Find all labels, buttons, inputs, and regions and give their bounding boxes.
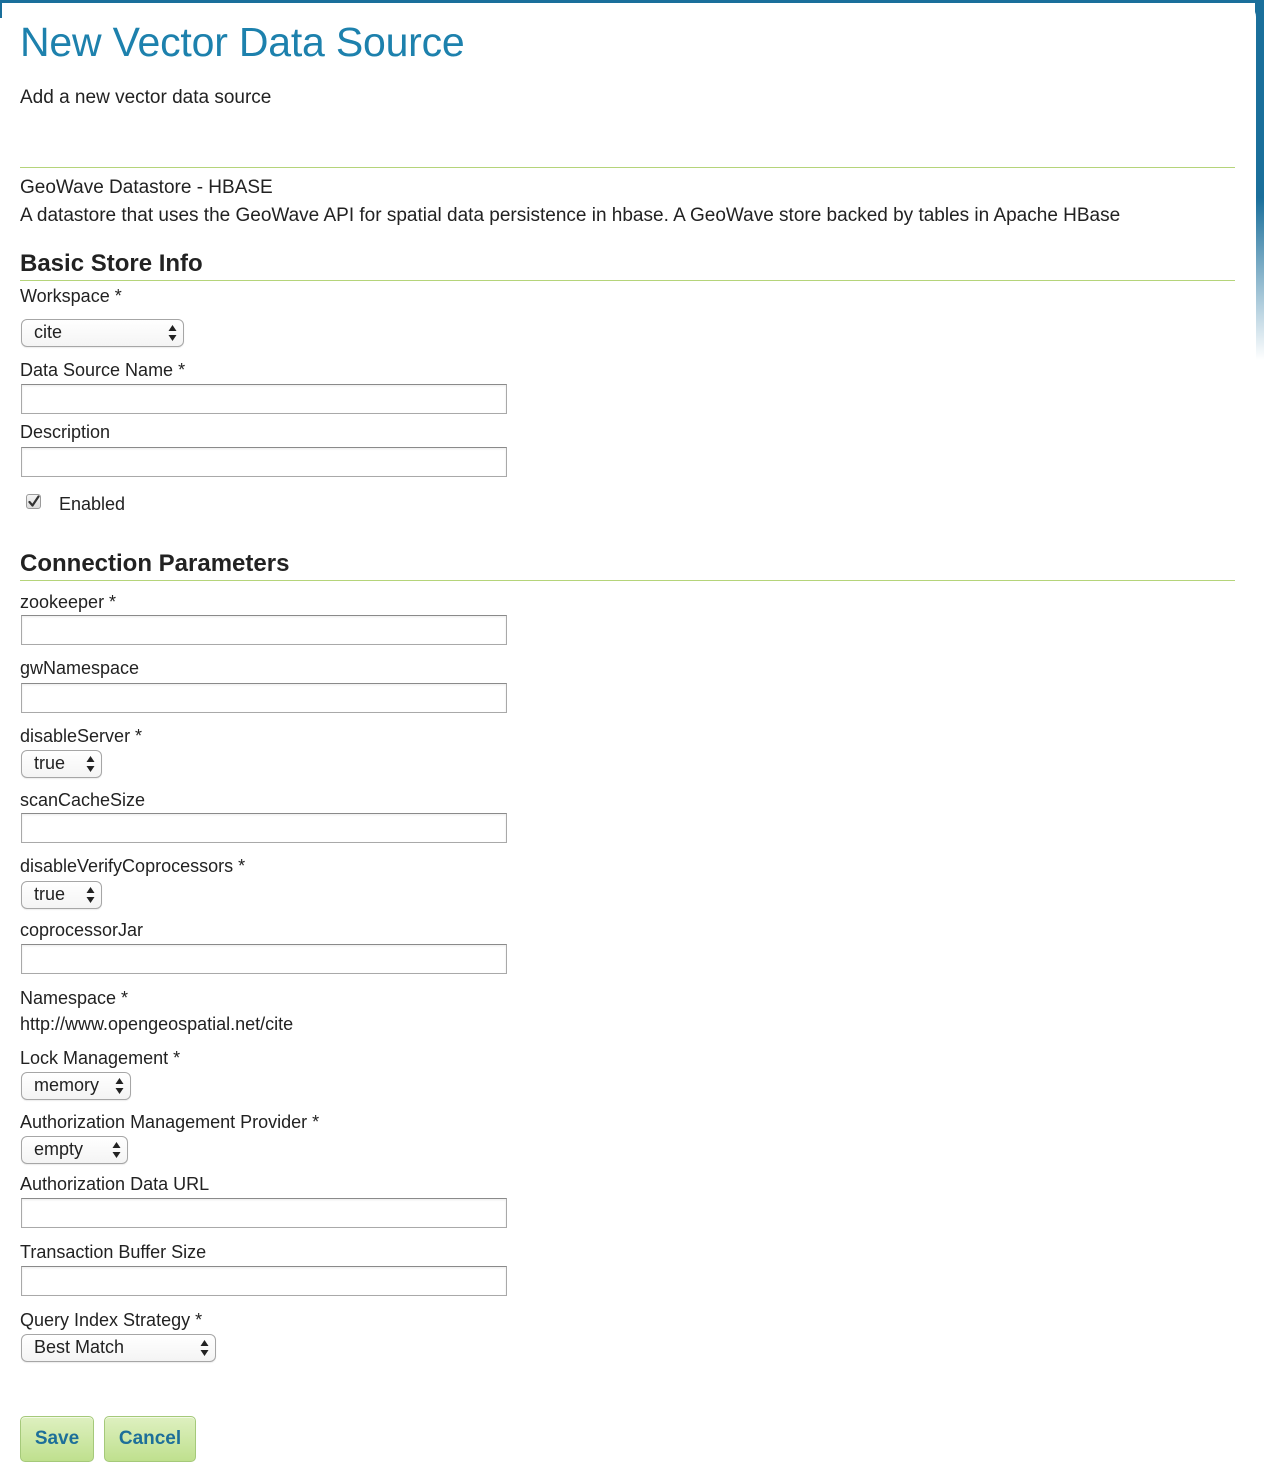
gwnamespace-label: gwNamespace <box>20 658 140 678</box>
data-source-name-input[interactable] <box>21 384 507 414</box>
zookeeper-label: zookeeper * <box>20 592 117 612</box>
disable-server-value: true <box>34 753 66 773</box>
enabled-checkbox[interactable] <box>26 494 41 509</box>
lock-management-value: memory <box>34 1075 100 1095</box>
section-title-connection-parameters: Connection Parameters <box>20 550 290 577</box>
cancel-button[interactable]: Cancel <box>104 1416 196 1462</box>
save-button[interactable]: Save <box>20 1416 94 1462</box>
namespace-label: Namespace * <box>20 988 129 1008</box>
coprocessor-jar-label: coprocessorJar <box>20 920 144 940</box>
workspace-label: Workspace * <box>20 286 122 306</box>
namespace-value: http://www.opengeospatial.net/cite <box>20 1014 294 1034</box>
query-index-strategy-label: Query Index Strategy * <box>20 1310 203 1330</box>
gwnamespace-input[interactable] <box>21 683 507 713</box>
store-description: A datastore that uses the GeoWave API for spatial data persistence in hbase. A GeoWave store backed by tables in Apache HBase <box>20 205 1121 226</box>
store-type-label: GeoWave Datastore - HBASE <box>20 177 273 198</box>
authorization-provider-label: Authorization Management Provider * <box>20 1112 320 1132</box>
data-source-name-label: Data Source Name * <box>20 360 186 380</box>
authorization-provider-value: empty <box>34 1139 84 1159</box>
checkmark-icon <box>28 495 40 508</box>
disable-verify-coprocessors-value: true <box>34 884 66 904</box>
authorization-data-url-input[interactable] <box>21 1198 507 1228</box>
workspace-select[interactable] <box>21 319 184 347</box>
select-arrows-icon <box>200 1339 209 1357</box>
transaction-buffer-size-label: Transaction Buffer Size <box>20 1242 207 1262</box>
lock-management-label: Lock Management * <box>20 1048 181 1068</box>
select-arrows-icon <box>86 886 95 904</box>
query-index-strategy-value: Best Match <box>34 1337 125 1357</box>
authorization-data-url-label: Authorization Data URL <box>20 1174 210 1194</box>
coprocessor-jar-input[interactable] <box>21 944 507 974</box>
divider <box>20 580 1235 581</box>
select-arrows-icon <box>115 1077 124 1095</box>
scan-cache-size-label: scanCacheSize <box>20 790 146 810</box>
disable-verify-coprocessors-label: disableVerifyCoprocessors * <box>20 856 246 876</box>
frame-border-left <box>0 0 2 18</box>
select-arrows-icon <box>168 324 177 342</box>
page-subtitle: Add a new vector data source <box>20 87 272 108</box>
disable-verify-coprocessors-select[interactable] <box>21 881 102 909</box>
authorization-provider-select[interactable] <box>21 1136 128 1164</box>
zookeeper-input[interactable] <box>21 615 507 645</box>
content-panel <box>3 3 1256 1482</box>
section-title-basic-store-info: Basic Store Info <box>20 250 203 277</box>
workspace-select-value: cite <box>34 322 63 342</box>
select-arrows-icon <box>112 1141 121 1159</box>
enabled-label: Enabled <box>59 494 126 514</box>
divider <box>20 280 1235 281</box>
query-index-strategy-select[interactable] <box>21 1334 216 1362</box>
lock-management-select[interactable] <box>21 1072 131 1100</box>
select-arrows-icon <box>86 755 95 773</box>
frame-border-right <box>1255 0 1264 360</box>
disable-server-select[interactable] <box>21 750 102 778</box>
page-title: New Vector Data Source <box>20 19 465 65</box>
description-input[interactable] <box>21 447 507 477</box>
description-label: Description <box>20 422 111 442</box>
transaction-buffer-size-input[interactable] <box>21 1266 507 1296</box>
divider <box>20 167 1235 168</box>
scan-cache-size-input[interactable] <box>21 813 507 843</box>
disable-server-label: disableServer * <box>20 726 143 746</box>
